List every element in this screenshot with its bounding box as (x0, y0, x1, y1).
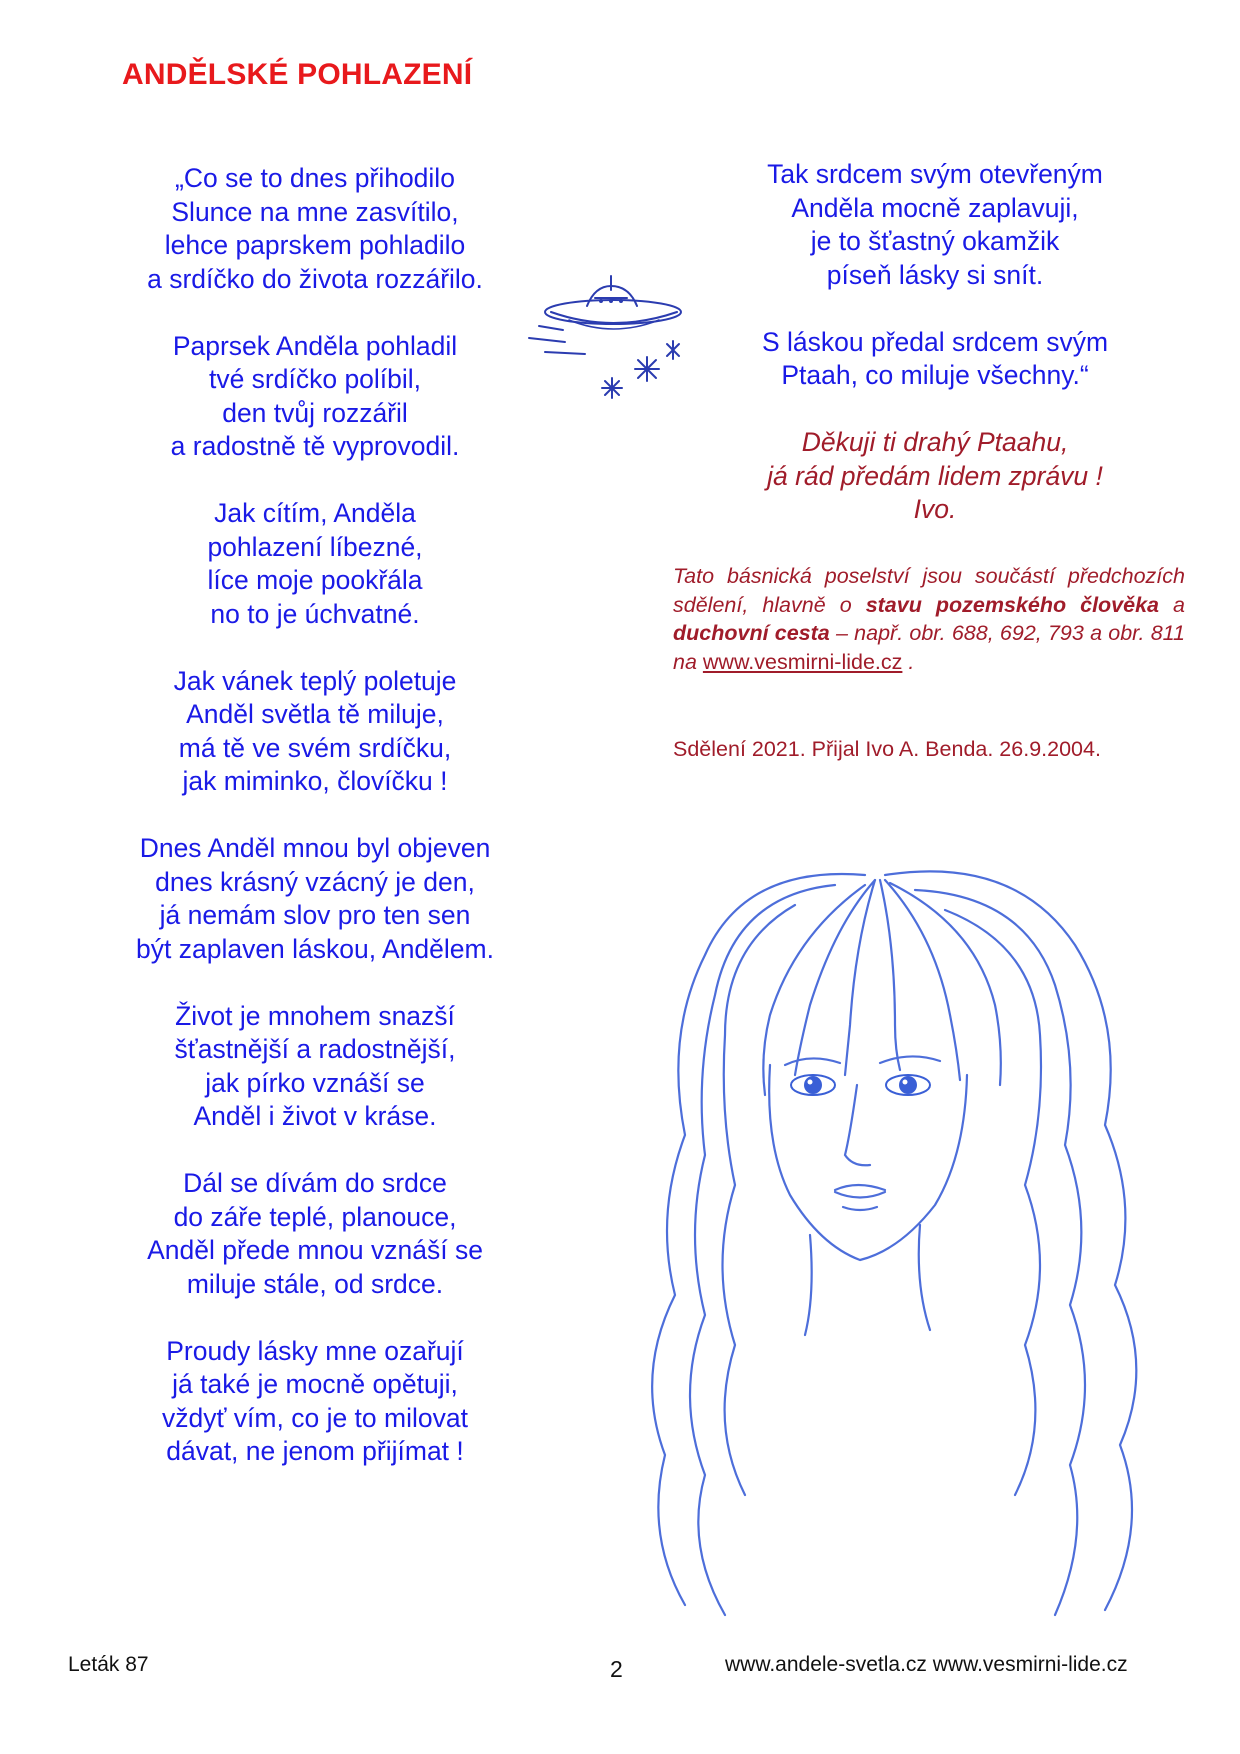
footer-websites: www.andele-svetla.cz www.vesmirni-lide.cz (725, 1653, 1128, 1676)
signature-name: Ivo. (913, 494, 957, 524)
page-number: 2 (610, 1656, 623, 1682)
poem-stanza (95, 162, 535, 296)
poem-line: Jak vánek teplý poletuje (173, 665, 457, 696)
poem-line: a srdíčko do života rozzářilo. (147, 263, 483, 294)
poem-line: Jak cítím, Anděla (214, 498, 416, 528)
poem-line: Dnes Anděl mnou byl objeven (139, 833, 491, 863)
poem-line: vždyť vím, co je to milovat (162, 1402, 468, 1433)
poem-line: Anděla mocně zaplavuji, (791, 192, 1079, 223)
star-icon (602, 341, 679, 398)
signature-block (700, 426, 1170, 527)
poem-right-column (700, 158, 1170, 426)
poem-line: Dál se dívám do srdce (183, 1168, 447, 1198)
poem-line: „Co se to dnes přihodilo (175, 163, 455, 193)
poem-stanza (95, 1335, 535, 1469)
poem-line: Anděl přede mnou vznáší se (147, 1235, 483, 1265)
poem-line: S láskou předal srdcem svým (761, 326, 1109, 357)
signature-line: Děkuji ti drahý Ptaahu, (801, 427, 1069, 457)
poem-line: šťastnější a radostnější, (174, 1034, 456, 1064)
poem-line: Paprsek Anděla pohladil (172, 330, 458, 361)
message-credit: Sdělení 2021. Přijal Ivo A. Benda. 26.9.2004. (673, 737, 1101, 761)
poem-line: Anděl světla tě miluje, (186, 699, 444, 729)
leaflet-number: Leták 87 (68, 1653, 149, 1676)
poem-stanza (95, 832, 535, 966)
poem-stanza (700, 326, 1170, 393)
poem-line: dnes krásný vzácný je den, (155, 866, 475, 897)
poem-stanza (95, 497, 535, 631)
poem-line: Tak srdcem svým otevřeným (767, 159, 1103, 189)
note-text: a (1159, 592, 1185, 617)
poem-stanza (95, 1000, 535, 1134)
note-text: Tato básnická poselství jsou součástí předchozích sdělení, hlavně o (673, 564, 1185, 617)
page-title: ANDĚLSKÉ POHLAZENÍ (122, 58, 473, 91)
poem-line: pohlazení líbezné, (207, 531, 423, 562)
poem-line: já nemám slov pro ten sen (159, 900, 471, 930)
poem-line: a radostně tě vyprovodil. (170, 431, 460, 461)
note-text: . (902, 649, 915, 674)
poem-line: jak pírko vznáší se (205, 1067, 425, 1098)
signature-line: já rád předám lidem zprávu ! (767, 460, 1103, 491)
poem-line: líce moje pookřála (207, 565, 423, 595)
poem-stanza (95, 665, 535, 799)
note-emphasis: duchovní cesta (673, 621, 830, 645)
poem-line: Ptaah, co miluje všechny.“ (781, 360, 1089, 390)
poem-line: dávat, ne jenom přijímat ! (166, 1436, 464, 1466)
poem-line: Anděl i život v kráse. (193, 1101, 437, 1131)
poem-line: no to je úchvatné. (210, 598, 420, 629)
poem-line: Proudy lásky mne ozařují (166, 1335, 464, 1366)
poem-line: píseň lásky si snít. (826, 259, 1044, 290)
poem-line: jak miminko, človíčku ! (182, 766, 448, 796)
poem-line: Život je mnohem snazší (175, 1000, 455, 1031)
poem-line: do záře teplé, planouce, (173, 1201, 457, 1232)
poem-stanza (700, 158, 1170, 292)
poem-left-column (95, 162, 535, 1502)
ufo-illustration (525, 268, 695, 403)
website-link[interactable]: www.vesmirni-lide.cz (702, 649, 903, 674)
poem-line: já také je mocně opětuji, (172, 1369, 458, 1399)
poem-line: lehce paprskem pohladilo (164, 230, 466, 260)
poem-stanza (95, 330, 535, 464)
note-text: – např. obr. 688, 692, 793 a obr. 811 na (673, 621, 1185, 674)
poem-line: den tvůj rozzářil (222, 397, 408, 428)
poem-line: je to šťastný okamžik (810, 226, 1060, 256)
poem-line: miluje stále, od srdce. (186, 1268, 444, 1299)
source-note (673, 562, 1185, 676)
note-emphasis: stavu pozemského člověka (865, 592, 1160, 617)
poem-line: být zaplaven láskou, Andělem. (136, 933, 494, 964)
poem-line: tvé srdíčko políbil, (208, 364, 422, 394)
poem-line: Slunce na mne zasvítilo, (171, 196, 459, 227)
poem-stanza (95, 1167, 535, 1301)
poem-line: má tě ve svém srdíčku, (178, 732, 452, 763)
angel-portrait-drawing (595, 835, 1175, 1630)
eye-icon (791, 1075, 930, 1095)
